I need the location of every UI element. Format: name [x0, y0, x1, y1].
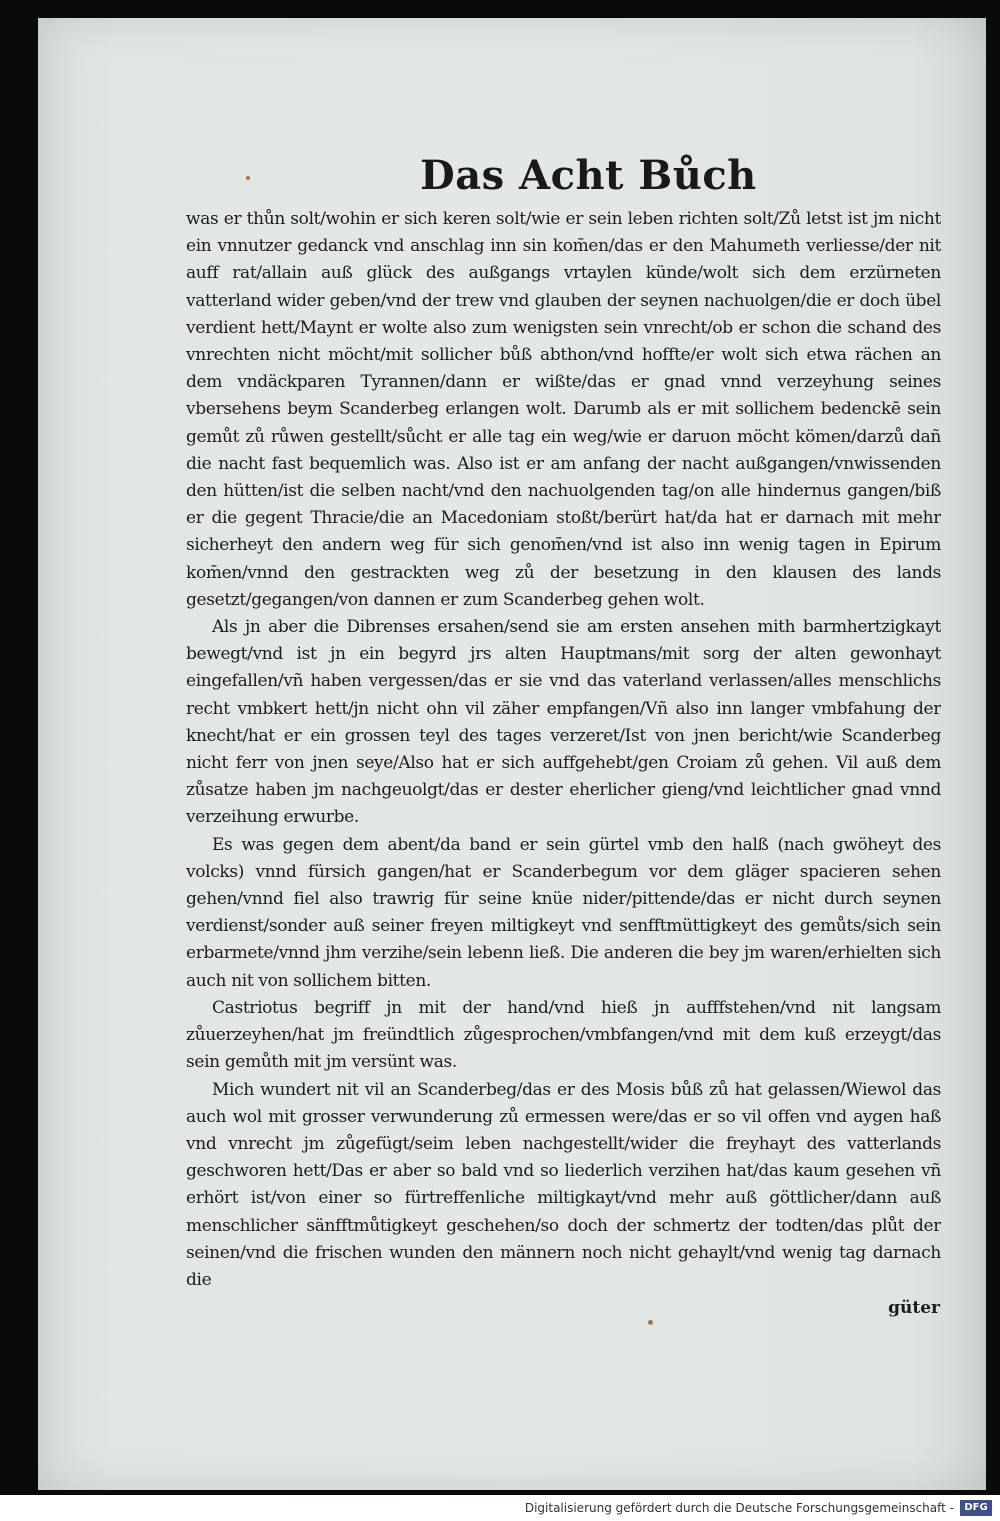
running-head: Das Acht Bůch	[420, 152, 757, 199]
ink-spot	[246, 176, 250, 180]
funding-credit: Digitalisierung gefördert durch die Deutsche Forschungsgemeinschaft -	[524, 1501, 954, 1515]
paragraph: Als jn aber die Dibrenses ersahen/send sie am ersten ansehen mith barmhertzigkayt bewegt/vnd ist jn ein begyrd jrs alten Hauptmans/mit sorg der alten gewonhayt eingefallen/vñ haben vergessen/das er sie vnd das vaterland verlassen/alles menschlichs recht vmbkert hett/jn nicht ohn vil zäher empfangen/Vñ also inn langer vmbfahung der knecht/hat er ein grossen teyl des tages verzeret/Ist von jnen bericht/wie Scanderbeg nicht ferr von jnen seye/Also hat er sich auffgehebt/gen Croiam zů gehen. Vil auß dem zůsatze haben jm nachgeuolgt/das er dester eherlicher gieng/vnd leichtlicher gnad vnnd verzeihung erwurbe.	[186, 617, 941, 828]
paragraph: Es was gegen dem abent/da band er sein gürtel vmb den halß (nach gwöheyt des volcks) vnnd fürsich gangen/hat er Scanderbegum vor dem gläger spacieren sehen gehen/vnnd fiel also trawrig für seine knüe nider/pittende/das er nicht durch seynen verdienst/sonder auß seiner freyen miltigkeyt vnd senfftmüttigkeyt des gemůts/sich sein erbarmete/vnnd jhm verzihe/sein lebenn ließ. Die anderen die bey jm waren/erhielten sich auch nit von sollichem bitten.	[186, 834, 941, 991]
ink-spot	[648, 1320, 653, 1325]
body-text	[186, 206, 941, 1322]
footer-bar	[0, 1495, 1000, 1521]
dfg-logo-icon: DFG	[960, 1500, 992, 1516]
paragraph: Castriotus begriff jn mit der hand/vnd hieß jn aufffstehen/vnd nit langsam zůuerzeyhen/hat jm freündtlich zůgesprochen/vmbfangen/vnd mit dem kuß erzeygt/das sein gemůth mit jm versünt was.	[186, 997, 941, 1073]
catchword: güter	[888, 1298, 940, 1318]
paragraph: was er thůn solt/wohin er sich keren solt/wie er sein leben richten solt/Zů letst ist jm nicht ein vnnutzer gedanck vnd anschlag inn sin kom̄en/das er den Mahumeth verliesse/der nit auff rat/allain auß glück des außgangs vrtaylen künde/wolt sich dem erzürneten vatterland wider geben/vnd der trew vnd glauben der seynen nachuolgen/die er doch übel verdient hett/Maynt er wolte also zum wenigsten sein vnrecht/ob er schon die schand des vnrechten nicht möcht/mit sollicher bůß abthon/vnd hoffte/er wolt sich etwa rächen an dem vndäckparen Tyrannen/dann er wißte/das er gnad vnnd verzeyhung seines vbersehens beym Scanderbeg erlangen wolt. Darumb als er mit sollichem bedenckē sein gemůt zů růwen gestellt/sůcht er alle tag ein weg/wie er daruon möcht kömen/darzů dañ die nacht fast bequemlich was. Also ist er am anfang der nacht außgangen/vnwissenden den hütten/ist die selben nacht/vnd den nachuolgenden tag/on alle hindernus gangen/biß er die gegent Thracie/die an Macedoniam stoßt/berürt hat/da hat er darnach mit mehr sicherheyt den andern weg für sich genom̄en/vnd ist also inn wenig tagen in Epirum kom̄en/vnnd den gestrackten weg zů der besetzung in den klausen des lands gesetzt/gegangen/von dannen er zum Scanderbeg gehen wolt.	[186, 209, 941, 610]
paragraph: Mich wundert nit vil an Scanderbeg/das er des Mosis bůß zů hat gelassen/Wiewol das auch wol mit grosser verwunderung zů ermessen were/das er so vil offen vnd aygen haß vnd vnrecht jm zůgefügt/seim leben nachgestellt/wider die freyhayt des vatterlands geschworen hett/Das er aber so bald vnd so liederlich verzihen hat/das kaum gesehen vñ erhört ist/von einer so fürtreffenliche miltigkayt/vnd mehr auß göttlicher/dann auß menschlicher sänfftmůtigkeyt geschehen/so doch der schmertz der todten/das plůt der seinen/vnd die frischen wunden den männern noch nicht gehaylt/vnd wenig tag darnach die	[186, 1079, 941, 1290]
